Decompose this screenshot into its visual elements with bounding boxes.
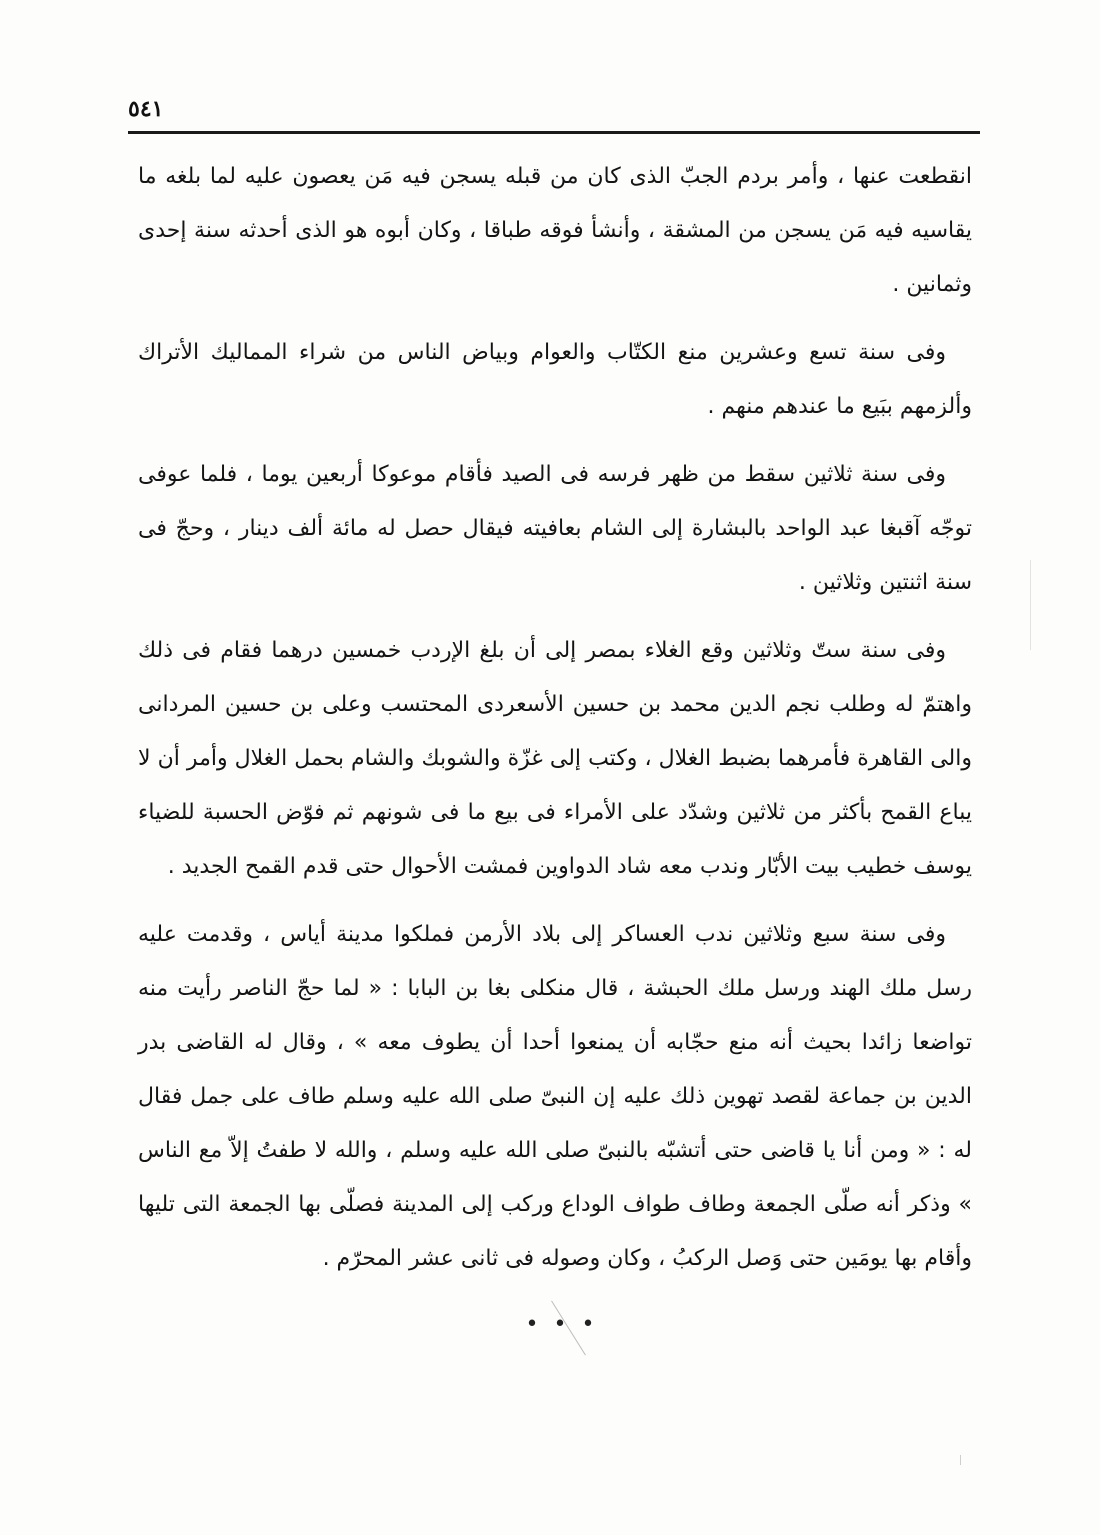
paragraph: وفى سنة ثلاثين سقط من ظهر فرسه فى الصيد فأقام موعوكا أربعين يوما ، فلما عوفى توجّه آقبغا عبد الواحد بالبشارة إلى الشام بعافيته فيقال حصل له مائة ألف دينار ، وحجّ فى سنة اثنتين وثلاثين .	[138, 462, 972, 595]
paragraph: وفى سنة تسع وعشرين منع الكتّاب والعوام وبياض الناس من شراء المماليك الأتراك وألزمهم ببَيع ما عندهم منهم .	[138, 340, 972, 419]
scan-artifact-tick	[960, 1455, 961, 1465]
paragraph: وفى سنة سبع وثلاثين ندب العساكر إلى بلاد الأرمن فملكوا مدينة أياس ، وقدمت عليه رسل ملك الهند ورسل ملك الحبشة ، قال منكلى بغا بن البابا : « لما حجّ الناصر رأيت منه تواضعا زائدا بحيث أنه منع حجّابه أن يمنعوا أحدا أن يطوف معه » ، وقال له القاضى بدر الدين بن جماعة لقصد تهوين ذلك عليه إن النبىّ صلى الله عليه وسلم طاف على جمل فقال له : « ومن أنا يا قاضى حتى أتشبّه بالنبىّ صلى الله عليه وسلم ، والله لا طفتُ إلاّ مع الناس » وذكر أنه صلّى الجمعة وطاف طواف الوداع وركب إلى المدينة فصلّى بها الجمعة التى تليها وأقام بها يومَين حتى وَصل الركبُ ، وكان وصوله فى ثانى عشر المحرّم .	[138, 922, 972, 1271]
scan-artifact-edge	[1030, 560, 1031, 650]
page-body	[138, 150, 972, 1300]
page-number: ٥٤١	[128, 96, 164, 122]
paragraph: وفى سنة ستّ وثلاثين وقع الغلاء بمصر إلى أن بلغ الإردب خمسين درهما فقام فى ذلك واهتمّ له وطلب نجم الدين محمد بن حسين الأسعردى المحتسب وعلى بن حسين المردانى والى القاهرة فأمرهما بضبط الغلال ، وكتب إلى غزّة والشوبك والشام بحمل الغلال وأمر أن لا يباع القمح بأكثر من ثلاثين وشدّد على الأمراء فى بيع ما فى شونهم ثم فوّض الحسبة للضياء يوسف خطيب بيت الأبّار وندب معه شاد الدواوين فمشت الأحوال حتى قدم القمح الجديد .	[138, 638, 972, 879]
paragraph: انقطعت عنها ، وأمر بردم الجبّ الذى كان من قبله يسجن فيه مَن يعصون عليه لما بلغه ما يقاسيه فيه مَن يسجن من المشقة ، وأنشأ فوقه طباقا ، وكان أبوه هو الذى أحدثه سنة إحدى وثمانين .	[138, 164, 972, 297]
header-rule	[128, 131, 980, 134]
section-end-ornament: • • •	[525, 1312, 599, 1337]
